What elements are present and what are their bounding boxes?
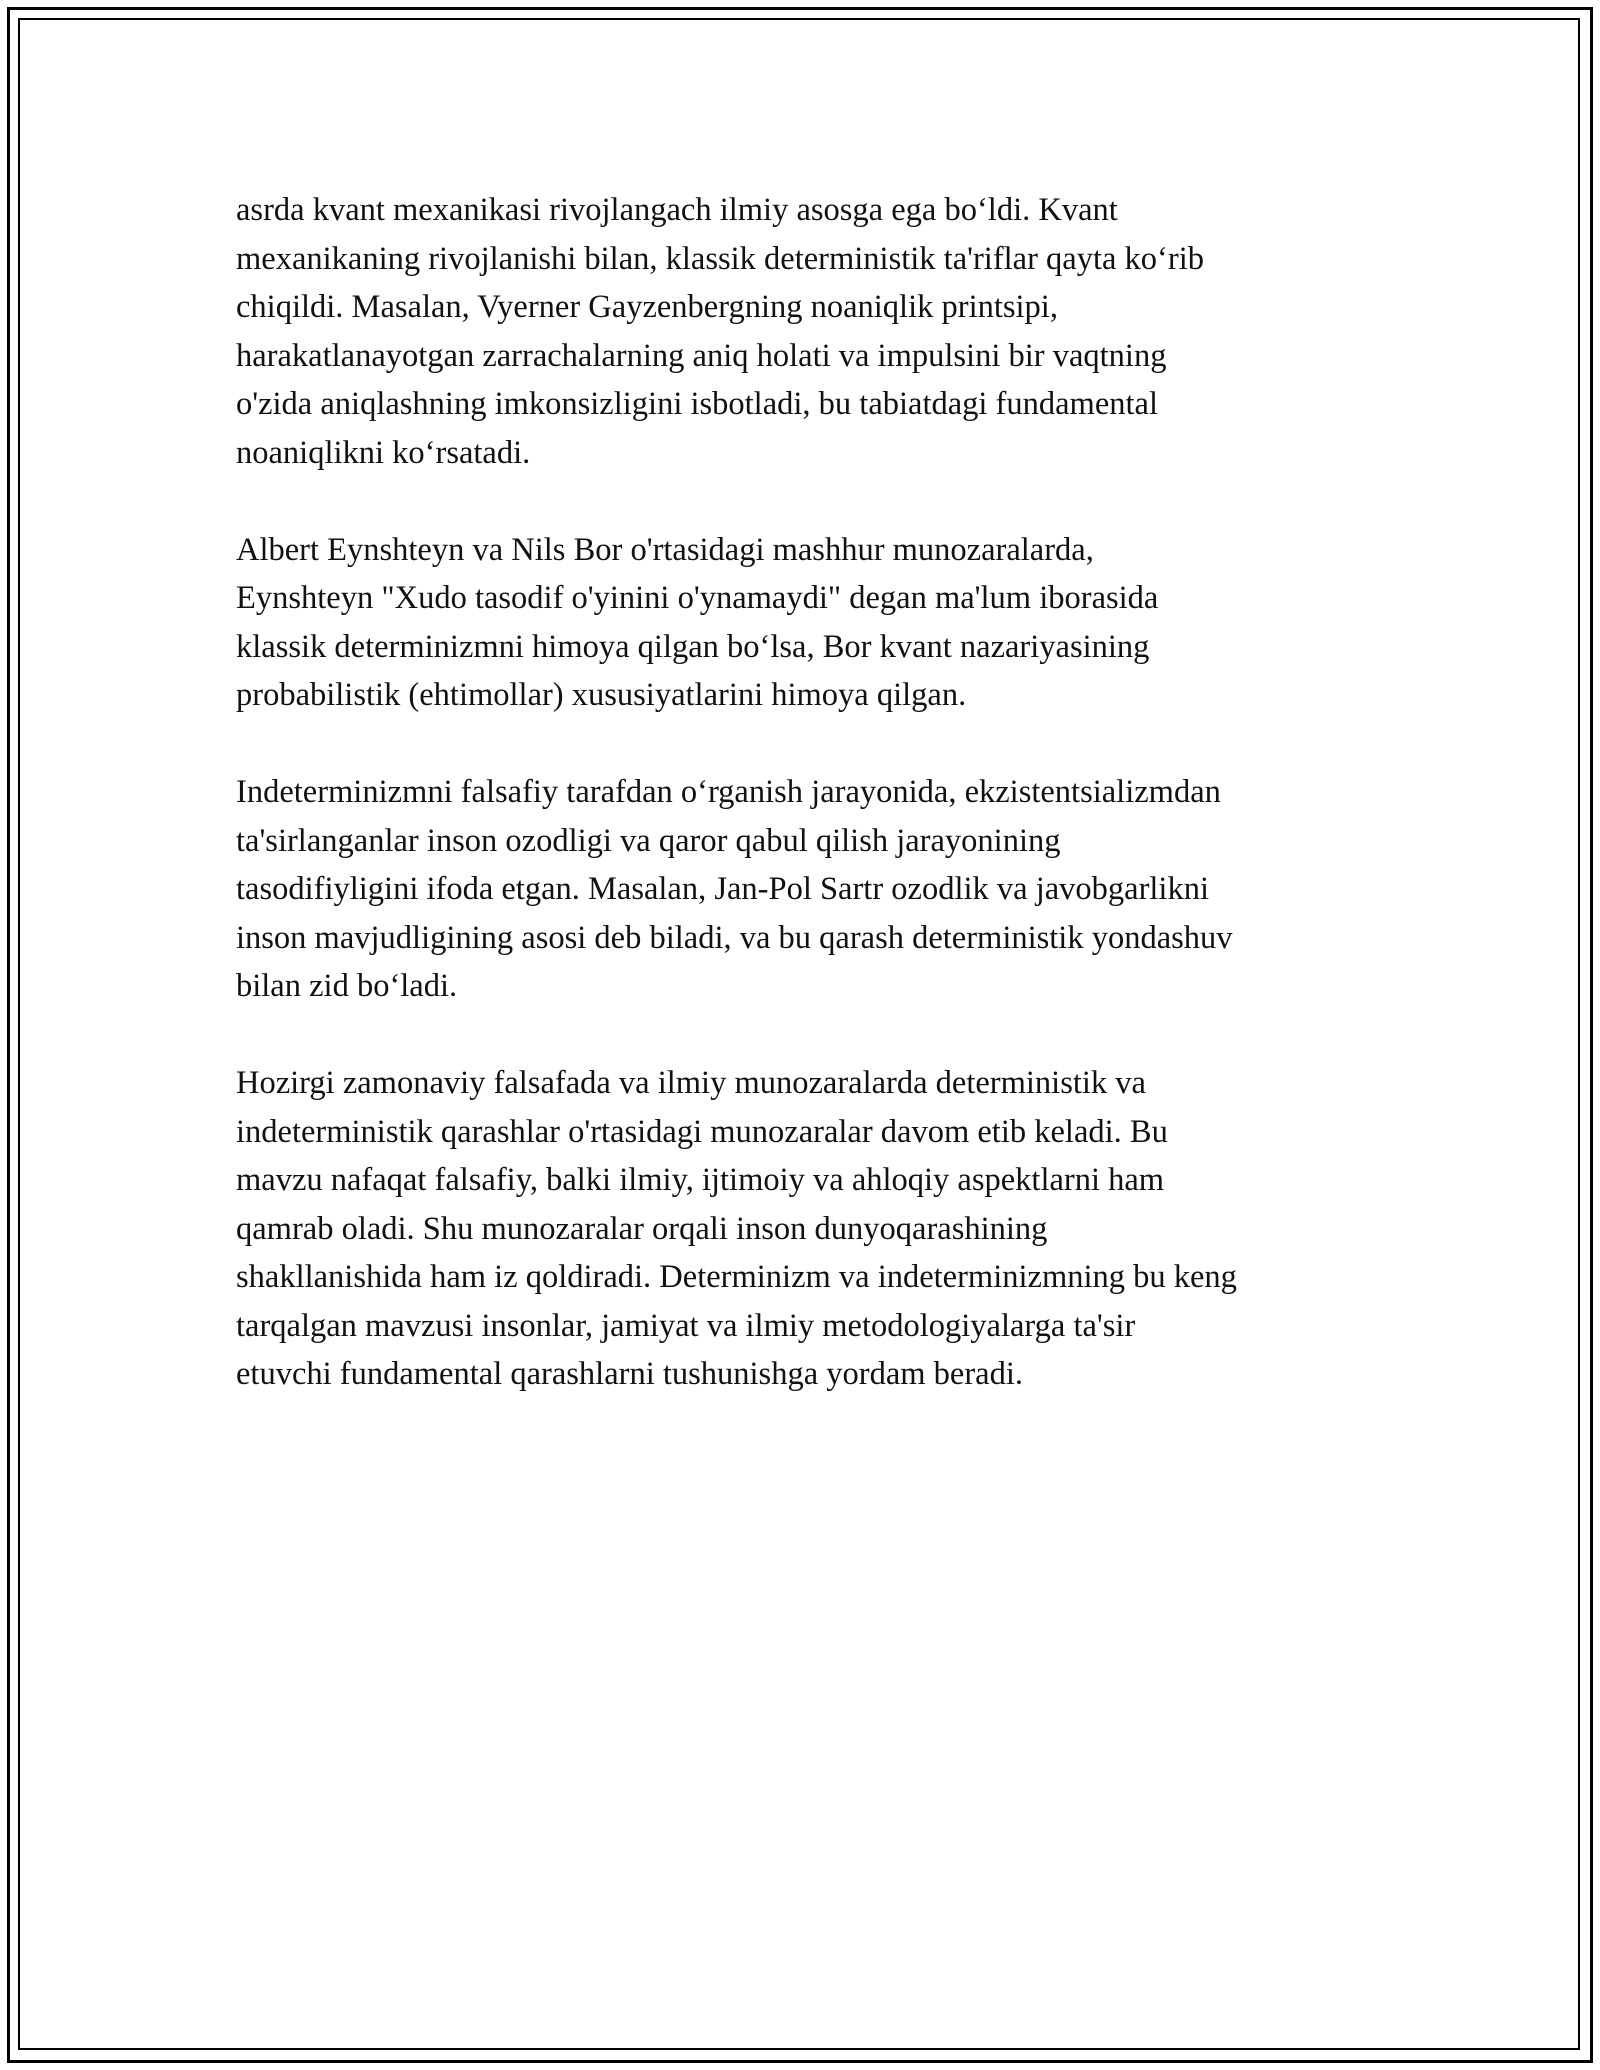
text-line: probabilistik (ehtimollar) xususiyatlarini himoya qilgan. (236, 677, 967, 713)
text-line: noaniqlikni ko‘rsatadi. (236, 434, 531, 471)
text-line: asrda kvant mexanikasi rivojlangach ilmiy asosga ega bo‘ldi. Kvant (236, 192, 1118, 228)
text-line: mavzu nafaqat falsafiy, balki ilmiy, ijtimoiy va ahloqiy aspektlarni ham (236, 1162, 1165, 1198)
text-line: Hozirgi zamonaviy falsafada va ilmiy munozaralarda deterministik va (236, 1065, 1146, 1101)
text-line: qamrab oladi. Shu munozaralar orqali inson dunyoqarashining (236, 1210, 1048, 1247)
text-line: indeterministik qarashlar o'rtasidagi munozaralar davom etib keladi. Bu (236, 1113, 1168, 1150)
text-line: chiqildi. Masalan, Vyerner Gayzenbergning noaniqlik printsipi, (236, 289, 1058, 325)
text-line: Eynshteyn "Xudo tasodif o'yinini o'ynamaydi" degan ma'lum iborasida (236, 580, 1159, 616)
text-line: Indeterminizmni falsafiy tarafdan o‘rganish jarayonida, ekzistentsializmdan (236, 774, 1221, 810)
text-line: harakatlanayotgan zarrachalarning aniq holati va impulsini bir vaqtning (236, 337, 1167, 374)
text-line: mexanikaning rivojlanishi bilan, klassik deterministik ta'riflar qayta ko‘rib (236, 240, 1204, 277)
paragraph-4 (236, 1059, 1386, 1399)
text-line: etuvchi fundamental qarashlarni tushunishga yordam beradi. (236, 1356, 1023, 1392)
text-line: Albert Eynshteyn va Nils Bor o'rtasidagi mashhur munozaralarda, (236, 531, 1094, 568)
text-line: klassik determinizmni himoya qilgan bo‘lsa, Bor kvant nazariyasining (236, 628, 1150, 665)
text-line: bilan zid bo‘ladi. (236, 968, 458, 1004)
paragraph-2 (236, 526, 1386, 720)
document-body (236, 186, 1386, 1447)
paragraph-3 (236, 768, 1386, 1011)
text-line: o'zida aniqlashning imkonsizligini isbotladi, bu tabiatdagi fundamental (236, 386, 1158, 422)
text-line: ta'sirlanganlar inson ozodligi va qaror qabul qilish jarayonining (236, 822, 1061, 859)
text-line: shakllanishida ham iz qoldiradi. Determinizm va indeterminizmning bu keng (236, 1259, 1237, 1295)
text-line: tarqalgan mavzusi insonlar, jamiyat va ilmiy metodologiyalarga ta'sir (236, 1307, 1136, 1344)
text-line: inson mavjudligining asosi deb biladi, va bu qarash deterministik yondashuv (236, 919, 1233, 956)
paragraph-1 (236, 186, 1386, 477)
text-line: tasodifiyligini ifoda etgan. Masalan, Jan-Pol Sartr ozodlik va javobgarlikni (236, 871, 1209, 907)
